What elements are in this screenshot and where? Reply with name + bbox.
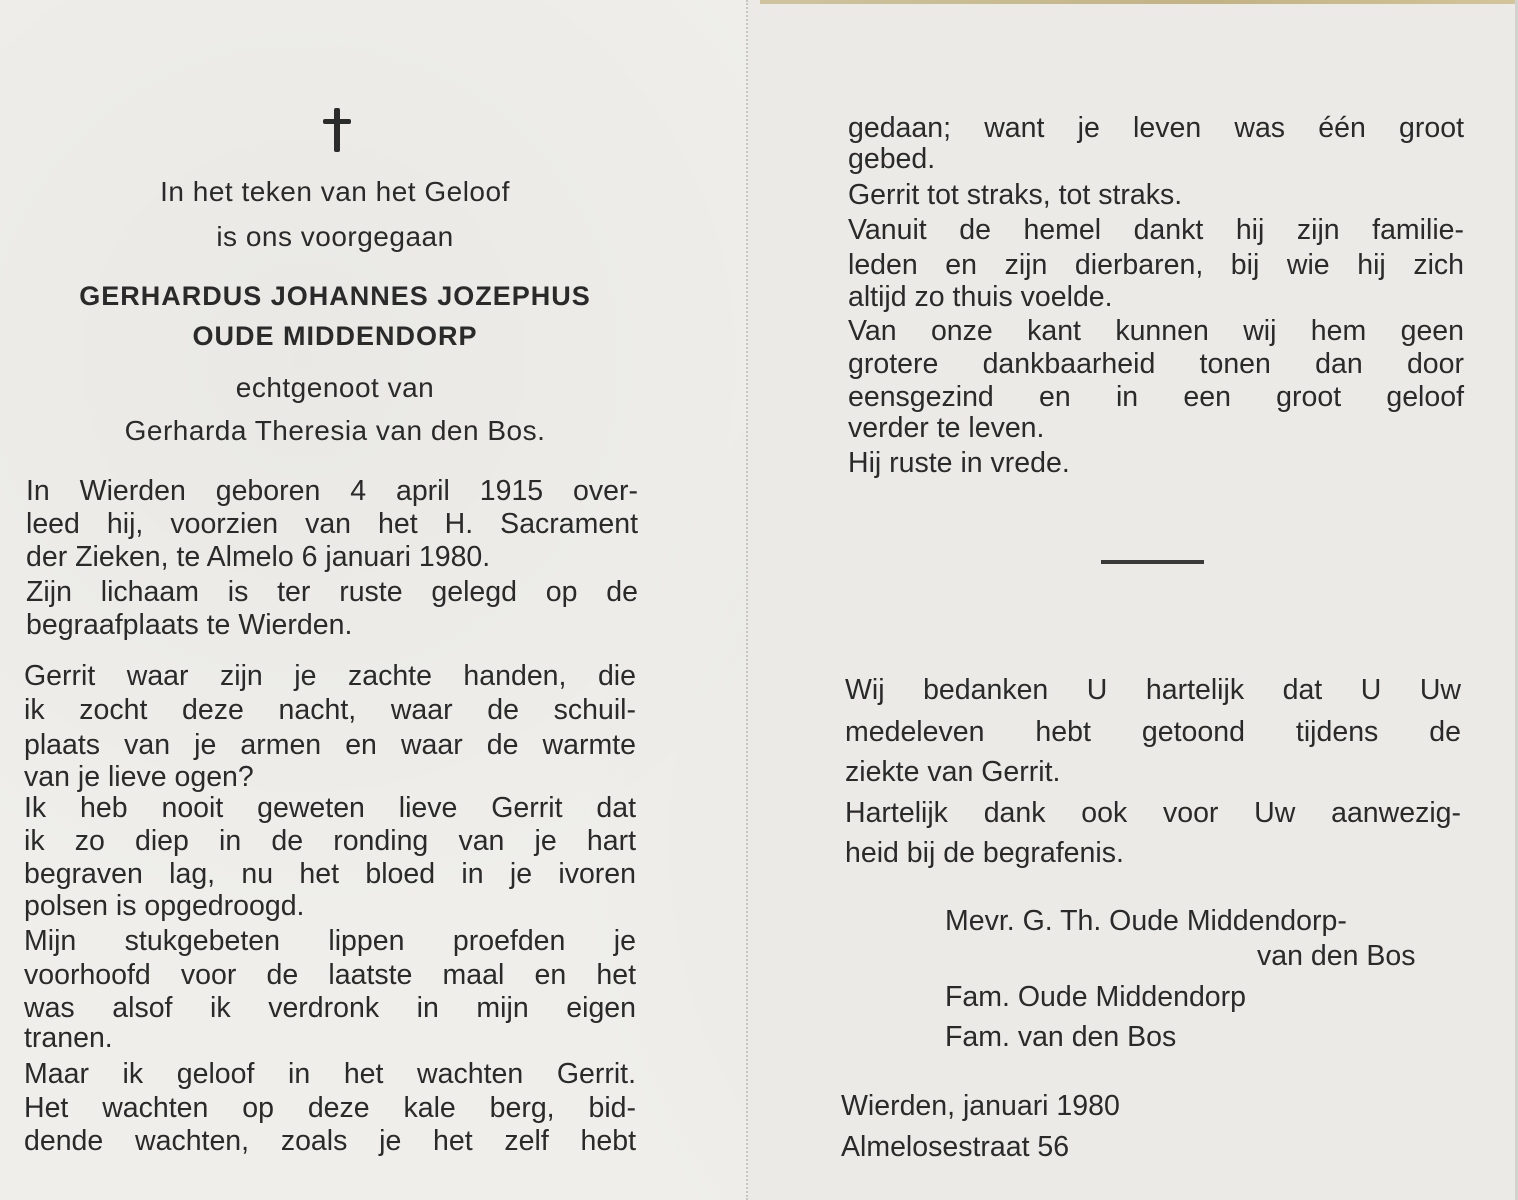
poem-line: dende wachten, zoals je het zelf hebt [24, 1125, 636, 1157]
poem-line: voorhoofd voor de laatste maal en het [24, 959, 636, 991]
poem-line: grotere dankbaarheid tonen dan door [848, 348, 1464, 380]
poem-line: Van onze kant kunnen wij hem geen [848, 315, 1464, 347]
spouse-name: Gerharda Theresia van den Bos. [124, 415, 546, 446]
poem-line: Hij ruste in vrede. [848, 447, 1070, 479]
poem-line: Mijn stukgebeten lippen proefden je [24, 925, 636, 957]
card-top-edge [760, 0, 1518, 4]
signatory-line: Mevr. G. Th. Oude Middendorp- [945, 905, 1347, 937]
thanks-line: ziekte van Gerrit. [845, 756, 1061, 788]
spouse-label: echtgenoot van [235, 372, 435, 403]
poem-line: tranen. [24, 1022, 113, 1054]
poem-line: leden en zijn dierbaren, bij wie hij zich [848, 249, 1464, 281]
poem-line: was alsof ik verdronk in mijn eigen [24, 992, 636, 1024]
poem-line: Gerrit tot straks, tot straks. [848, 179, 1183, 211]
poem-line: van je lieve ogen? [24, 761, 254, 793]
thanks-line: Wij bedanken U hartelijk dat U Uw [845, 674, 1461, 706]
address: Almelosestraat 56 [841, 1131, 1070, 1163]
poem-line: altijd zo thuis voelde. [848, 281, 1113, 313]
intro-line-1: In het teken van het Geloof [160, 176, 510, 207]
poem-line: ik zocht deze nacht, waar de schuil- [24, 694, 636, 726]
intro-line-2: is ons voorgegaan [216, 221, 454, 252]
thanks-line: heid bij de begrafenis. [845, 837, 1124, 869]
biography-line: In Wierden geboren 4 april 1915 over- [26, 475, 638, 507]
poem-line: begraven lag, nu het bloed in je ivoren [24, 858, 636, 890]
biography-line: leed hij, voorzien van het H. Sacrament [26, 508, 638, 540]
thanks-line: Hartelijk dank ook voor Uw aanwezig- [845, 797, 1461, 829]
latin-cross-icon [322, 108, 352, 152]
poem-line: verder te leven. [848, 412, 1045, 444]
thanks-line: medeleven hebt getoond tijdens de [845, 716, 1461, 748]
signatory-line: van den Bos [1257, 940, 1416, 972]
biography-line: Zijn lichaam is ter ruste gelegd op de [26, 576, 638, 608]
poem-line: Het wachten op deze kale berg, bid- [24, 1092, 636, 1124]
section-divider [1101, 560, 1204, 564]
center-fold [746, 0, 748, 1200]
signatory-line: Fam. van den Bos [945, 1021, 1177, 1053]
poem-line: ik zo diep in de ronding van je hart [24, 825, 636, 857]
deceased-name-line-1: GERHARDUS JOHANNES JOZEPHUS [79, 281, 591, 311]
place-date: Wierden, januari 1980 [841, 1090, 1120, 1122]
poem-line: Maar ik geloof in het wachten Gerrit. [24, 1058, 636, 1090]
poem-line: gedaan; want je leven was één groot [848, 112, 1464, 144]
biography-line: der Zieken, te Almelo 6 januari 1980. [26, 541, 491, 573]
poem-line: Ik heb nooit geweten lieve Gerrit dat [24, 792, 636, 824]
signatory-line: Fam. Oude Middendorp [945, 981, 1246, 1013]
poem-line: plaats van je armen en waar de warmte [24, 729, 636, 761]
poem-line: gebed. [848, 143, 936, 175]
poem-line: polsen is opgedroogd. [24, 890, 305, 922]
poem-line: Gerrit waar zijn je zachte handen, die [24, 660, 636, 692]
poem-line: Vanuit de hemel dankt hij zijn familie- [848, 214, 1464, 246]
poem-line: eensgezind en in een groot geloof [848, 381, 1464, 413]
deceased-name-line-2: OUDE MIDDENDORP [192, 321, 478, 351]
biography-line: begraafplaats te Wierden. [26, 609, 353, 641]
